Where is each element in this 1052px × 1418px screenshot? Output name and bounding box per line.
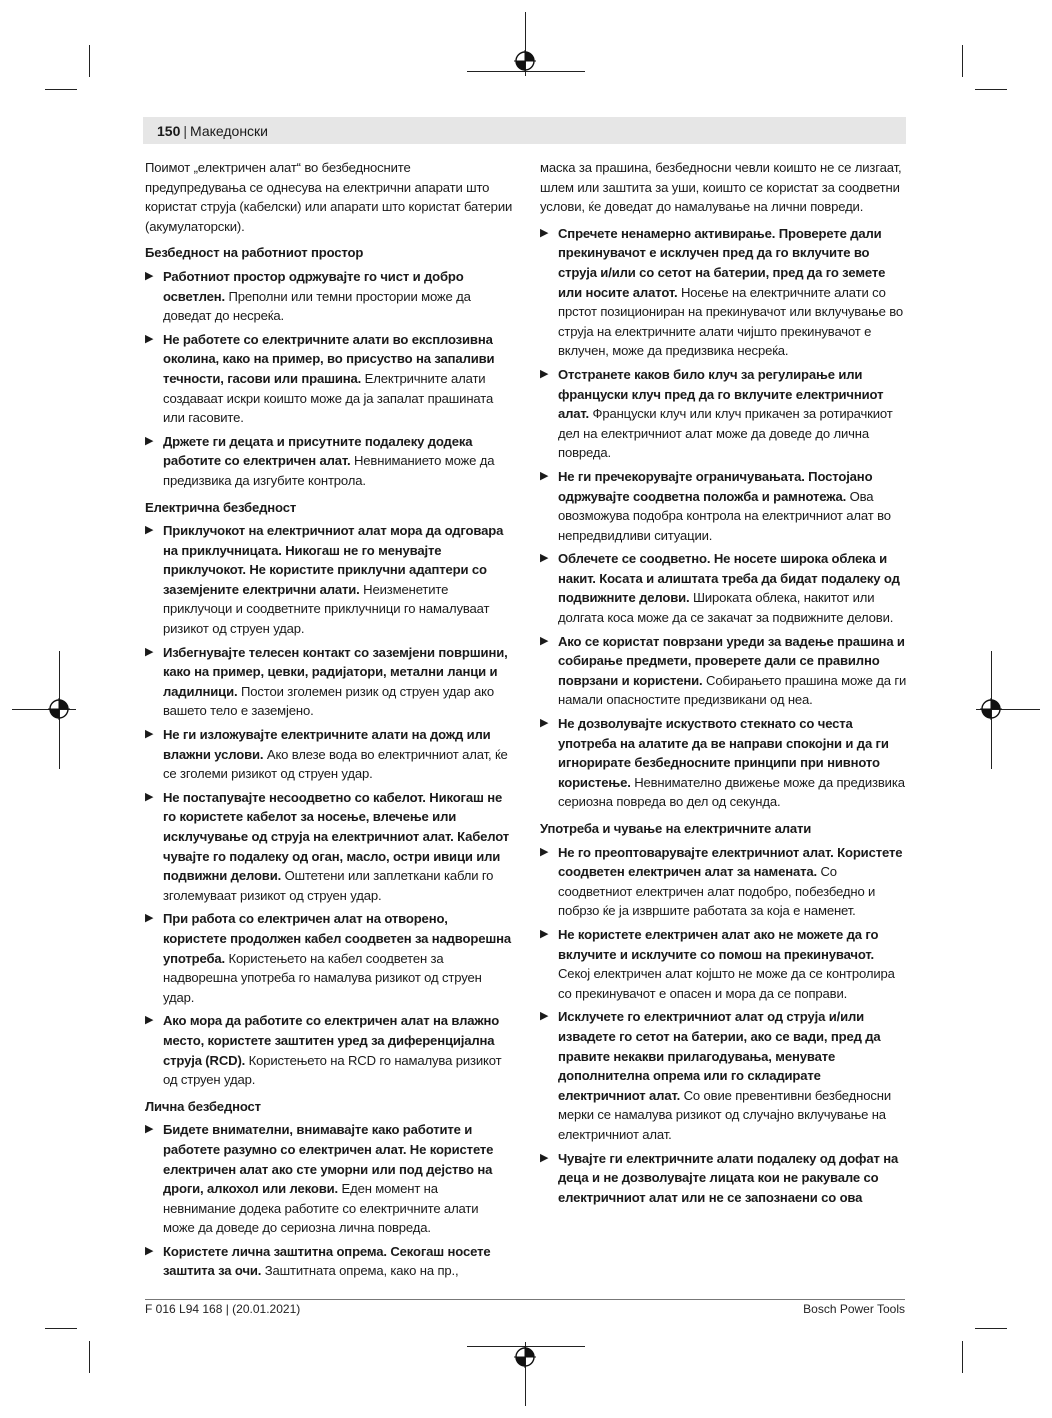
brand-label: Bosch Power Tools (803, 1302, 905, 1316)
safety-list (145, 1120, 513, 1281)
section-heading: Електрична безбедност (145, 499, 297, 515)
list-item: ▶ Не ги изложувајте електричните алати на дожд или влажни услови. Ако влезе вода во електричниот алат, ќе се зголеми ризикот од струен удар. (145, 727, 508, 782)
bullet-arrow-icon: ▶ (145, 1244, 154, 1257)
section-heading: Безбедност на работниот простор (145, 245, 364, 261)
list-item: ▶ Не користете електричен алат ако не можете да го вклучите и исклучите со помош на прекинувачот. Секој електричен алат којшто не може да се контролира со прекинувачот е опасен и мора да се поправи. (540, 926, 895, 1001)
list-item: ▶ Бидете внимателни, внимавајте како работите и работете разумно со електричен алат. Не користете електричен алат ако сте уморни или под дејство на дроги, алкохол или лекови. Еден момент на невнимание додека работите со електричните алати може да доведе до сериозна лична повреда. (145, 1122, 494, 1236)
safety-list (145, 267, 513, 491)
bullet-arrow-icon: ▶ (145, 912, 154, 925)
document-code: F 016 L94 168 | (20.01.2021) (145, 1302, 301, 1316)
crop-mark (975, 89, 1007, 90)
registration-target-icon (980, 698, 1002, 720)
bullet-arrow-icon: ▶ (540, 1010, 549, 1023)
footer-rule (145, 1299, 905, 1300)
list-item: ▶ Приклучокот на електричниот алат мора да одговара на приклучницата. Никогаш не го менувајте приклучокот. Не користите приклучни адаптери со заземјените електрични алати. Неизменетите приклучоци и соодветните приклучници го намалуваат ризикот од струен удар. (145, 523, 504, 637)
list-item: ▶ Исклучете го електричниот алат од струја и/или извадете го сетот на батерии, ако се вади, пред да правите некакви прилагодувања, менувате дополнителна опрема или го складирате електричниот алат. Со овие превентивни безбедносни мерки се намалува ризикот од случајно вклучување на електричниот алат. (540, 1009, 892, 1142)
crop-mark (89, 45, 90, 77)
intro-paragraph: Поимот „електричен алат“ во безбедносните предупредувања се однесува на електрични апарати што користат струја (кабелски) или апарати што користат батерии (акумулаторски). (145, 160, 513, 234)
page-number: 150 (157, 122, 181, 139)
list-item: ▶ При работа со електричен алат на отворено, користете продолжен кабел соодветен за надворешна употреба. Користењето на кабел соодветен за надворешна употреба го намалува ризикот од струен удар. (145, 911, 512, 1005)
registration-target-icon (514, 1346, 536, 1368)
list-item: ▶ Отстранете каков било клуч за регулирање или француски клуч пред да го вклучите електричниот алат. Француски клуч или клуч прикачен за ротирачкиот дел на електричниот алат може да доведе до лична повреда. (540, 366, 893, 461)
bullet-arrow-icon: ▶ (145, 728, 154, 741)
safety-list (145, 521, 513, 1090)
list-item: ▶ Не го преоптоварувајте електричниот алат. Користете соодветен електричен алат за намената. Со соодветниот електричен алат подобро, побезбедно и побрзо ќе ја извршите работата за која е наменет. (540, 844, 903, 919)
section-heading: Употреба и чување на електричните алати (540, 821, 812, 836)
right-column (540, 158, 908, 1214)
list-item: ▶ Користете лична заштитна опрема. Секогаш носете заштита за очи. Заштитната опрема, како на пр., (145, 1243, 491, 1279)
continued-paragraph: маска за прашина, безбедносни чевли коишто не се лизгаат, шлем или заштита за уши, коишто се користат за соодветни услови, ќе доведат до намалување на лични повреди. (540, 160, 902, 215)
crop-mark (975, 1328, 1007, 1329)
crop-mark (45, 89, 77, 90)
left-column (145, 158, 513, 1288)
registration-target-icon (514, 50, 536, 72)
bullet-arrow-icon: ▶ (540, 552, 549, 565)
list-item: ▶ Не ги пречекорувајте ограничувањата. Постојано одржувајте соодветна положба и рамнотежа. Ова овозможува подобра контрола на електричниот алат во непредвидливи ситуации. (540, 468, 891, 543)
bullet-arrow-icon: ▶ (145, 434, 154, 447)
section-heading: Лична безбедност (145, 1098, 261, 1114)
bullet-arrow-icon: ▶ (145, 332, 154, 345)
page-header (143, 117, 906, 144)
list-item: ▶ Не работете со електричните алати во експлозивна околина, како на пример, во присуство на запаливи течности, гасови или прашина. Електричните алати создаваат искри коишто може да ја запалат прашината или гасовите. (145, 331, 495, 426)
bullet-arrow-icon: ▶ (145, 269, 154, 282)
bullet-arrow-icon: ▶ (540, 1151, 549, 1164)
crop-mark (89, 1341, 90, 1373)
bullet-arrow-icon: ▶ (540, 226, 549, 239)
list-item: ▶ Не постапувајте несоодветно со кабелот. Никогаш не го користете кабелот за носење, влечење или исклучување од струја на електричниот алат. Кабелот чувајте го подалеку од оган, масло, остри ивици или подвижни делови. Оштетени или заплеткани кабли го зголемуваат ризикот од струен удар. (145, 789, 510, 903)
bullet-arrow-icon: ▶ (540, 927, 549, 940)
list-item: ▶ Не дозволувајте искуството стекнато со честа употреба на алатите да ве направи спокојни и да ги игнорирате безбедносните принципи при нивното користење. Невнимателно движење може да предизвика сериозна повреда во дел од секунда. (540, 716, 905, 810)
crop-mark (962, 1341, 963, 1373)
bullet-arrow-icon: ▶ (540, 717, 549, 730)
bullet-arrow-icon: ▶ (145, 790, 154, 803)
list-item: ▶ Спречете ненамерно активирање. Проверете дали прекинувачот е исклучен пред да го вклучите во струја и/или со сетот на батерии, пред да го земете или носите алатот. Носење на електричните алати со прстот позициониран на прекинувачот или вклучување во струја на електричните алати чијшто прекинувачот е вклучен, може да предизвика несреќа. (540, 225, 903, 359)
crop-mark (45, 1328, 77, 1329)
crop-mark (962, 45, 963, 77)
language-label: Македонски (190, 122, 268, 139)
header-separator: | (183, 122, 187, 139)
safety-list (540, 843, 908, 1208)
bullet-arrow-icon: ▶ (540, 367, 549, 380)
bullet-arrow-icon: ▶ (540, 634, 549, 647)
list-item: ▶ Ако се користат поврзани уреди за вадење прашина и собирање предмети, проверете дали се правилно поврзани и користени. Собирањето прашина може да ги намали опасностите предизвикани од неа. (540, 633, 907, 708)
list-item: ▶ Избегнувајте телесен контакт со заземјени површини, како на пример, цевки, радијатори, метални ланци и ладилници. Постои зголемен ризик од струен удар ако вашето тело е заземјено. (145, 644, 508, 719)
list-item: ▶ Облечете се соодветно. Не носете широка облека и накит. Косата и алиштата треба да бидат подалеку од подвижните делови. Широката облека, накитот или долгата коса може да се закачат за подвижните делови. (540, 551, 900, 626)
bullet-arrow-icon: ▶ (145, 1014, 154, 1027)
bullet-arrow-icon: ▶ (540, 469, 549, 482)
list-item: ▶ Работниот простор одржувајте го чист и добро осветлен. Преполни или темни простории може да доведат до несреќа. (145, 268, 471, 324)
bullet-arrow-icon: ▶ (540, 845, 549, 858)
safety-list (540, 224, 908, 812)
bullet-arrow-icon: ▶ (145, 645, 154, 658)
registration-target-icon (48, 698, 70, 720)
bullet-arrow-icon: ▶ (145, 524, 154, 537)
list-item: ▶ Ако мора да работите со електричен алат на влажно место, користете заштитен уред за диференцијална струја (RCD). Користењето на RCD го намалува ризикот од струен удар. (145, 1013, 502, 1088)
bullet-arrow-icon: ▶ (145, 1123, 154, 1136)
list-item: ▶ Чувајте ги електричните алати подалеку од дофат на деца и не дозволувајте лицата кои не ракувале со електричниот алат или не се запознаени со ова (540, 1150, 899, 1205)
list-item: ▶ Држете ги децата и присутните подалеку додека работите со електричен алат. Невниманието може да предизвика да изгубите контрола. (145, 433, 495, 488)
